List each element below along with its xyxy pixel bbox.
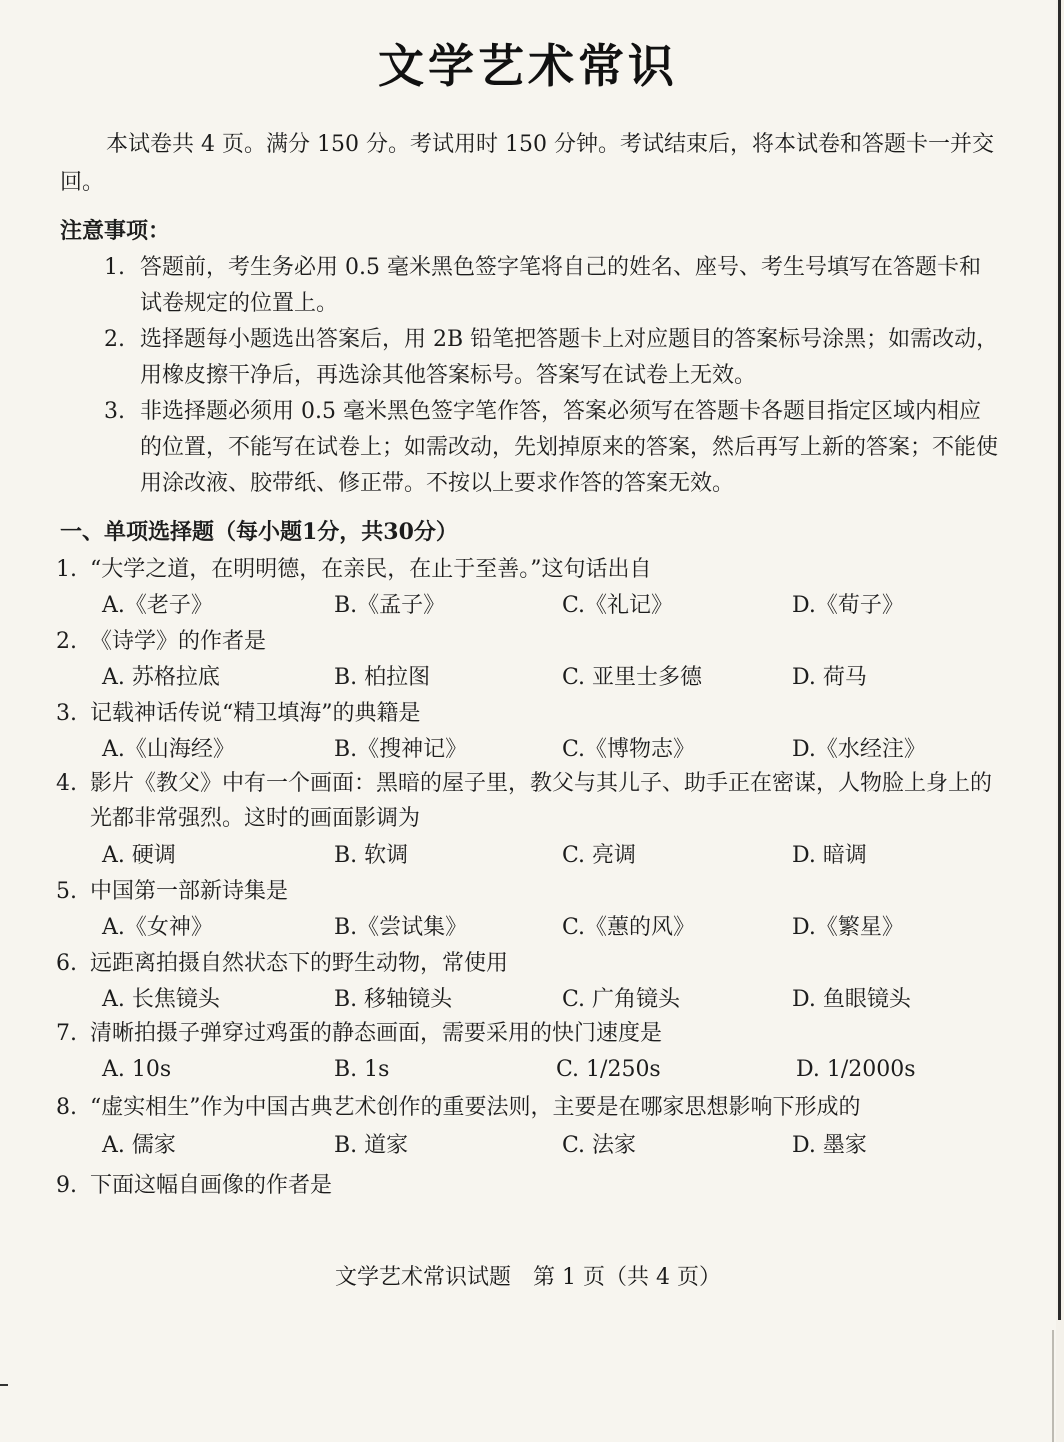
option-row — [0, 982, 1056, 1018]
intro-paragraph: 本试卷共 4 页。满分 150 分。考试用时 150 分钟。考试结束后，将本试卷和答题卡一并交回。 — [60, 132, 994, 195]
option-d: D. 1/2000s — [796, 1057, 916, 1082]
question-number: 9. — [56, 1173, 77, 1198]
question-stem — [56, 1168, 1000, 1203]
option-d: D. 鱼眼镜头 — [792, 987, 911, 1012]
note-item — [104, 250, 1000, 322]
option-row — [0, 588, 1056, 624]
option-d: D. 荷马 — [792, 665, 867, 690]
option-c: C.《礼记》 — [562, 593, 674, 618]
option-c: C. 1/250s — [556, 1057, 661, 1082]
option-a: A. 长焦镜头 — [102, 987, 220, 1012]
page-title: 文学艺术常识 — [378, 39, 678, 93]
option-a: A. 苏格拉底 — [102, 665, 220, 690]
question-number: 4. — [56, 771, 77, 796]
option-b: B.《搜神记》 — [334, 737, 468, 762]
option-c: C.《博物志》 — [562, 737, 696, 762]
note-item — [104, 322, 1000, 394]
question-text: 清晰拍摄子弹穿过鸡蛋的静态画面，需要采用的快门速度是 — [90, 1021, 663, 1046]
question-text: 《诗学》的作者是 — [90, 629, 267, 654]
question-stem — [56, 696, 1000, 731]
option-row — [0, 910, 1056, 946]
page-edge-shadow — [1058, 0, 1061, 1320]
option-b: B.《孟子》 — [334, 593, 446, 618]
question-stem — [56, 1090, 1000, 1125]
notes-heading: 注意事项： — [60, 218, 171, 244]
option-c: C.《蕙的风》 — [562, 915, 696, 940]
question-text: 中国第一部新诗集是 — [90, 879, 289, 904]
question-stem — [56, 946, 1000, 981]
option-b: B. 柏拉图 — [334, 665, 431, 690]
question-text: 下面这幅自画像的作者是 — [90, 1173, 333, 1198]
question-number: 1. — [56, 557, 77, 582]
option-a: A.《山海经》 — [102, 737, 235, 762]
question-number: 7. — [56, 1021, 77, 1046]
question-text: “虚实相生”作为中国古典艺术创作的重要法则，主要是在哪家思想影响下形成的 — [90, 1095, 861, 1120]
page-footer: 文学艺术常识试题 第 1 页（共 4 页） — [335, 1265, 721, 1290]
note-text: 选择题每小题选出答案后，用 2B 铅笔把答题卡上对应题目的答案标号涂黑；如需改动，用橡皮擦干净后，再选涂其他答案标号。答案写在试卷上无效。 — [140, 327, 999, 388]
question-number: 2. — [56, 629, 77, 654]
question-number: 8. — [56, 1095, 77, 1120]
option-b: B. 移轴镜头 — [334, 987, 453, 1012]
option-row — [0, 838, 1056, 874]
question-number: 3. — [56, 701, 77, 726]
option-c: C. 亮调 — [562, 843, 637, 868]
note-number: 2. — [104, 327, 125, 352]
question-stem — [56, 766, 1000, 836]
question-stem — [56, 874, 1000, 909]
note-number: 1. — [104, 255, 125, 280]
option-b: B. 软调 — [334, 843, 409, 868]
note-item — [104, 394, 1000, 502]
option-row — [0, 660, 1056, 696]
option-c: C. 法家 — [562, 1133, 637, 1158]
option-d: D. 暗调 — [792, 843, 867, 868]
option-a: A.《老子》 — [102, 593, 213, 618]
question-text: 记载神话传说“精卫填海”的典籍是 — [90, 701, 421, 726]
option-row — [0, 1128, 1056, 1164]
question-text: “大学之道，在明明德，在亲民，在止于至善。”这句话出自 — [90, 557, 652, 582]
option-a: A. 儒家 — [102, 1133, 176, 1158]
note-text: 答题前，考生务必用 0.5 毫米黑色签字笔将自己的姓名、座号、考生号填写在答题卡和试卷规定的位置上。 — [140, 255, 981, 316]
option-d: D.《繁星》 — [792, 915, 904, 940]
option-c: C. 广角镜头 — [562, 987, 681, 1012]
option-a: A. 10s — [102, 1057, 172, 1082]
option-c: C. 亚里士多德 — [562, 665, 703, 690]
note-text: 非选择题必须用 0.5 毫米黑色签字笔作答，答案必须写在答题卡各题目指定区域内相应的位置，不能写在试卷上；如需改动，先划掉原来的答案，然后再写上新的答案；不能使用涂改液、胶带纸、修正带。不按以上要求作答的答案无效。 — [140, 399, 999, 496]
option-a: A.《女神》 — [102, 915, 213, 940]
question-text: 远距离拍摄自然状态下的野生动物，常使用 — [90, 951, 509, 976]
page-edge-line — [1052, 1330, 1054, 1442]
option-d: D.《荀子》 — [792, 593, 904, 618]
option-d: D. 墨家 — [792, 1133, 867, 1158]
question-stem — [56, 624, 1000, 659]
question-number: 6. — [56, 951, 77, 976]
option-row — [0, 1052, 1056, 1088]
note-number: 3. — [104, 399, 125, 424]
question-stem — [56, 1016, 1000, 1051]
section-heading: 一、单项选择题（每小题1分，共30分） — [60, 519, 458, 545]
option-b: B. 1s — [334, 1057, 390, 1082]
option-row — [0, 732, 1056, 768]
option-b: B.《尝试集》 — [334, 915, 468, 940]
question-text: 影片《教父》中有一个画面：黑暗的屋子里，教父与其儿子、助手正在密谋，人物脸上身上的光都非常强烈。这时的画面影调为 — [90, 771, 993, 831]
question-stem — [56, 552, 1000, 587]
option-d: D.《水经注》 — [792, 737, 926, 762]
option-b: B. 道家 — [334, 1133, 409, 1158]
scan-edge-mark — [0, 1384, 8, 1386]
option-a: A. 硬调 — [102, 843, 176, 868]
question-number: 5. — [56, 879, 77, 904]
